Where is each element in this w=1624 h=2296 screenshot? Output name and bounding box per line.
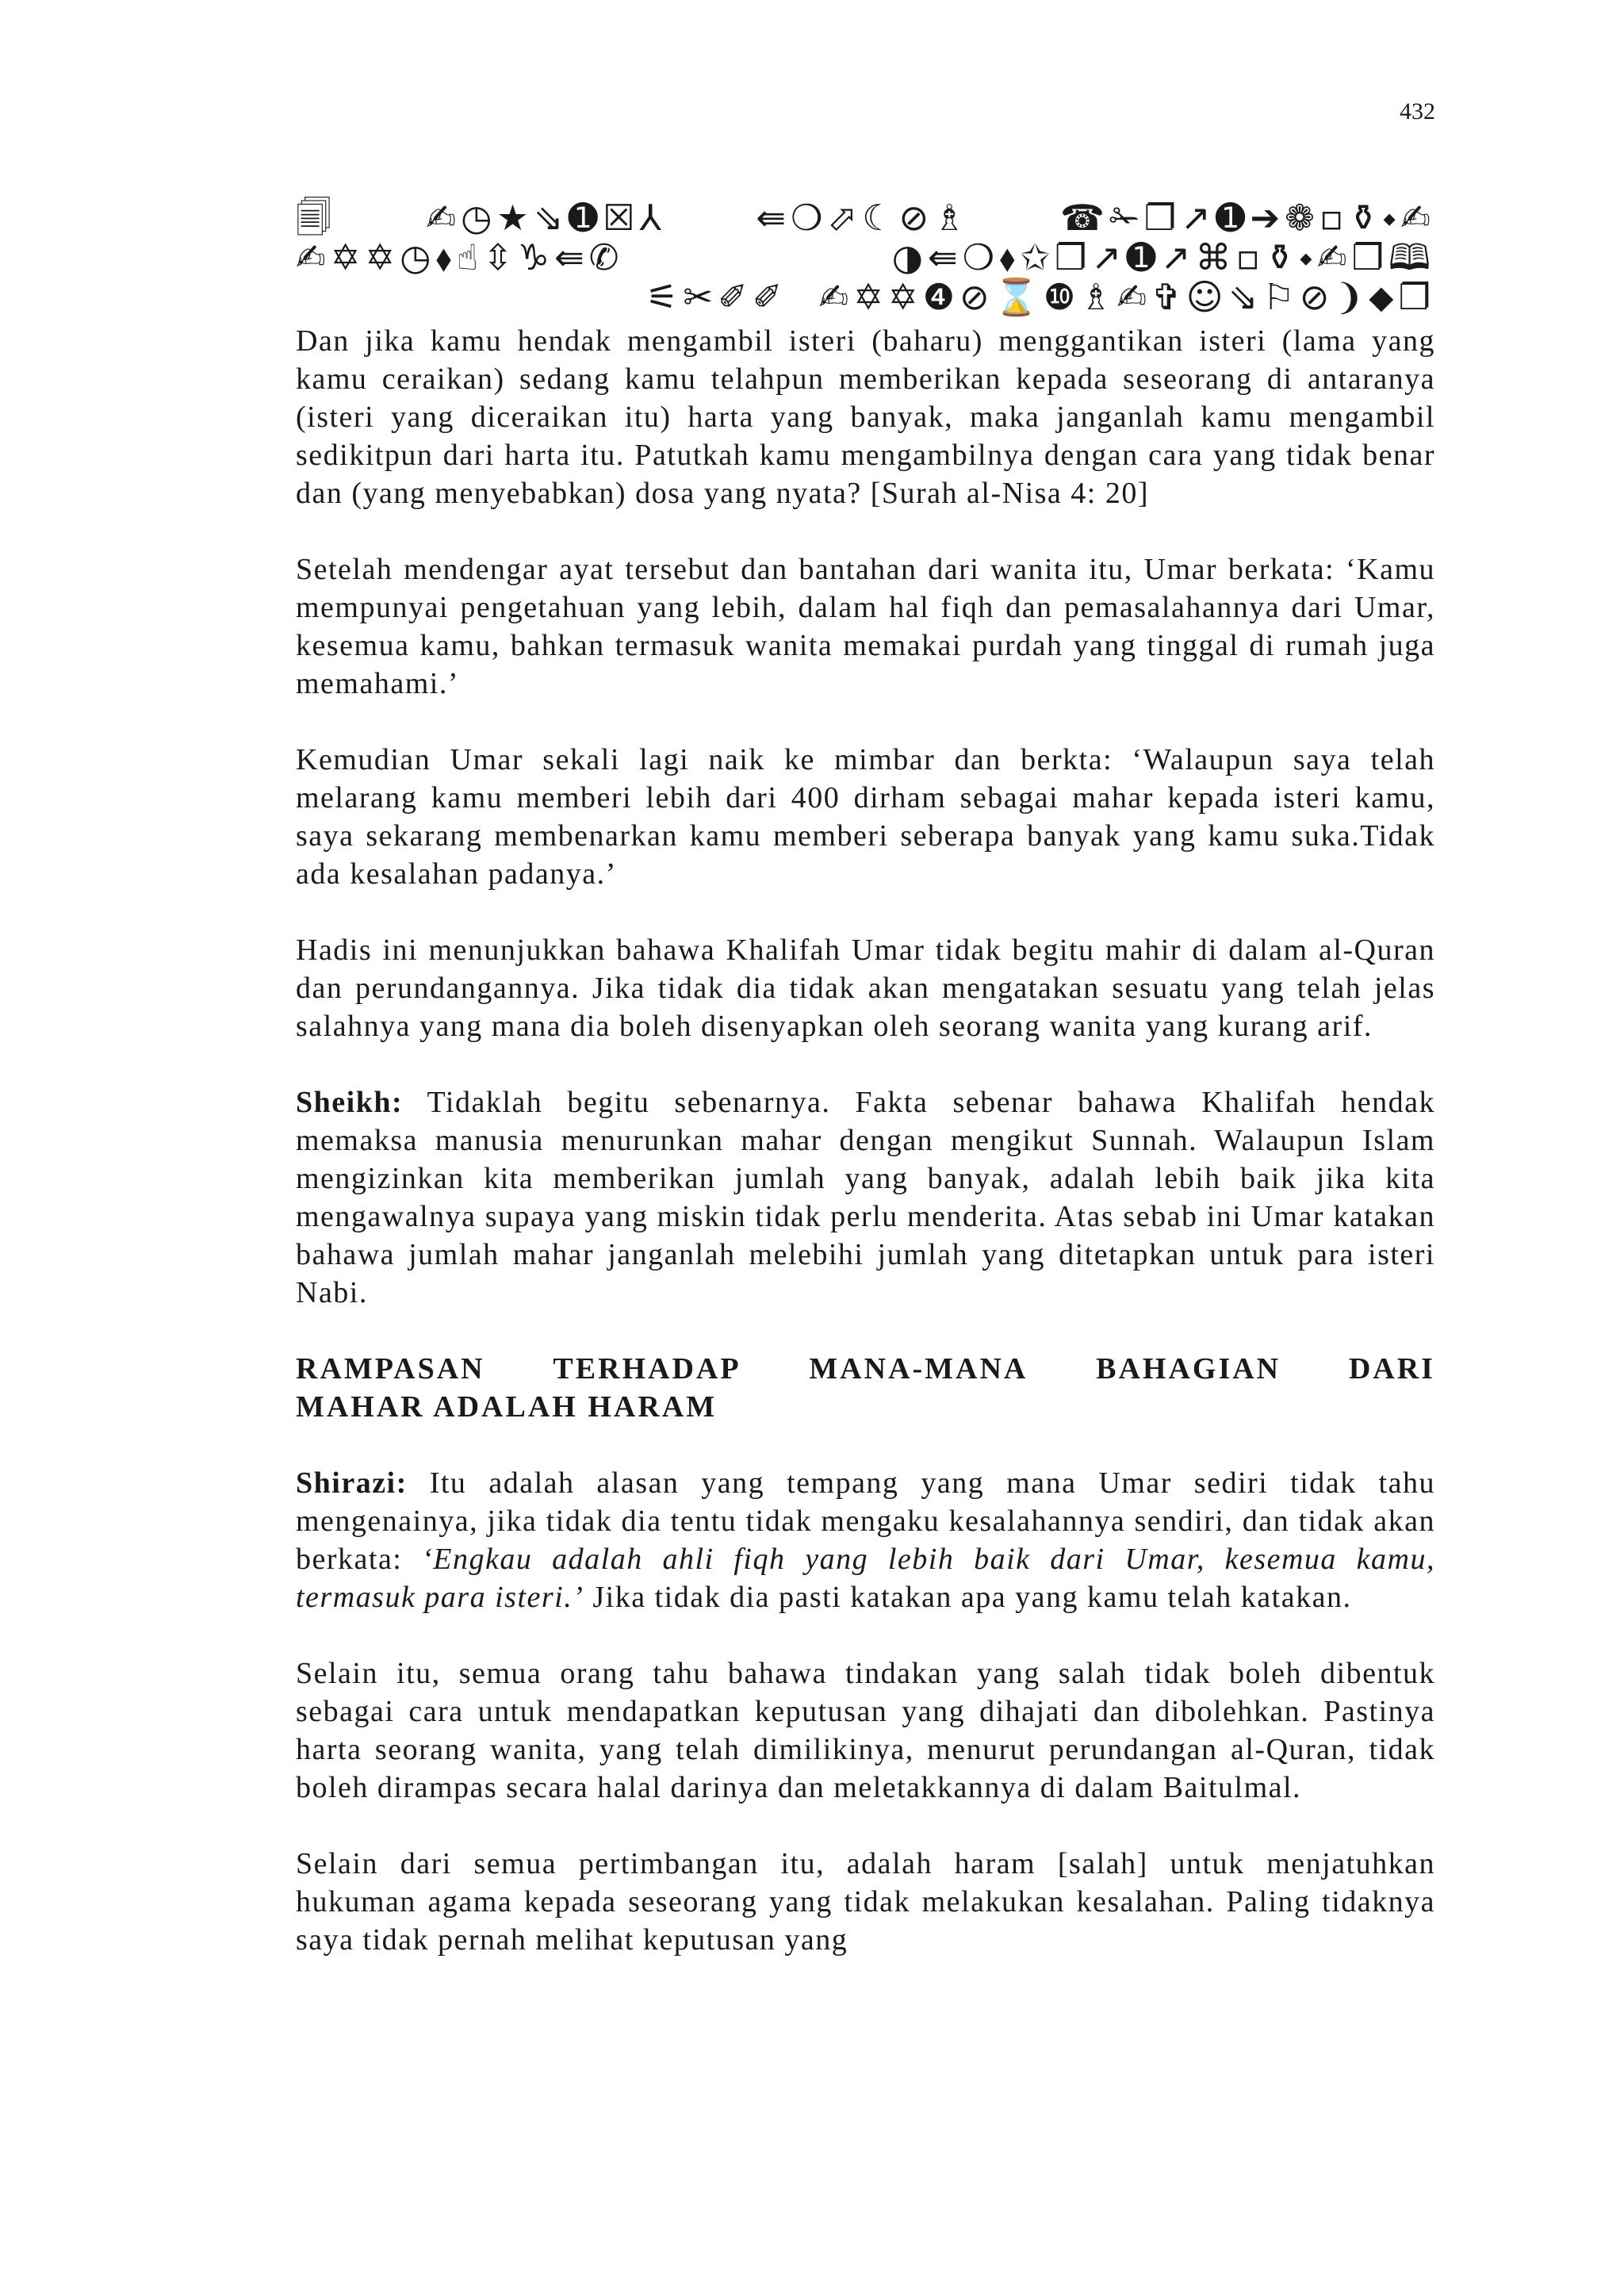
glyph-segment: ☎✁❐↗➊➔❁▫⚱⬩✍ <box>1059 197 1435 240</box>
paragraph-kemudian: Kemudian Umar sekali lagi naik ke mimbar dan berkta: ‘Walaupun saya telah melarang kamu memberi lebih dari 400 dirham sebagai mahar kepada isteri kamu, saya sekarang membenarkan kamu memberi seberapa banyak yang kamu suka.Tidak ada kesalahan padanya.’ <box>296 743 1435 891</box>
heading-line-1 <box>296 1350 1435 1388</box>
glyph-segment: ⇚❍⬀☾⊘♗ <box>756 197 971 240</box>
speaker-text: Tidaklah begitu sebenarnya. Fakta sebenar bahawa Khalifah hendak memaksa manusia menurunkan mahar dengan mengikut Sunnah. Walaupun Islam mengizinkan kita memberikan jumlah yang banyak, adalah lebih baik jika kita mengawalnya supaya yang miskin tidak perlu menderita. Atas sebab ini Umar katakan bahawa jumlah mahar janganlah melebihi jumlah yang ditetapkan untuk para isteri Nabi. <box>296 1086 1435 1309</box>
speaker-label: Sheikh: <box>296 1086 404 1119</box>
quoted-text: ‘Engkau adalah ahli fiqh yang lebih baik dari Umar, kesemua kamu, termasuk para isteri.’ <box>296 1543 1435 1614</box>
glyph-segment: 🗐 <box>296 197 336 240</box>
arabic-verse-font-glyphs <box>296 198 1435 317</box>
heading-word: RAMPASAN <box>296 1352 485 1386</box>
heading-word: TERHADAP <box>553 1352 741 1386</box>
paragraph-hadis: Hadis ini menunjukkan bahawa Khalifah Umar tidak begitu mahir di dalam al-Quran dan perundangannya. Jika tidak dia tidak akan mengatakan sesuatu yang telah jelas salahnya yang mana dia boleh disenyapkan oleh seorang wanita yang kurang arif. <box>296 933 1435 1043</box>
page-content <box>296 198 1435 1997</box>
glyph-line-2 <box>296 238 1435 278</box>
heading-word: BAHAGIAN <box>1096 1352 1281 1386</box>
speaker-text: Itu adalah alasan yang tempang yang mana Umar sediri tidak tahu mengenainya, jika tidak dia tentu tidak mengaku kesalahannya sendiri, dan tidak akan berkata: <box>296 1466 1435 1576</box>
section-heading <box>296 1350 1435 1426</box>
heading-line-2: MAHAR ADALAH HARAM <box>296 1390 718 1424</box>
glyph-segment: ⚟✂✐✐ <box>646 276 787 319</box>
glyph-segment: ✍✡✡◷⬧☝⇳♑⇚✆ <box>296 236 624 279</box>
paragraph-sheikh <box>296 1083 1435 1312</box>
paragraph-selain-itu: Selain itu, semua orang tahu bahawa tindakan yang salah tidak boleh dibentuk sebagai cara untuk mendapatkan keputusan yang dihajati dan dibolehkan. Pastinya harta seorang wanita, yang telah dimilikinya, menurut perundangan al-Quran, tidak boleh dirampas secara halal darinya dan meletakkannya di dalam Baitulmal. <box>296 1657 1435 1804</box>
heading-word: DARI <box>1348 1352 1435 1386</box>
speaker-text-continued: Jika tidak dia pasti katakan apa yang kamu telah katakan. <box>584 1581 1352 1614</box>
glyph-segment: ◑⇚❍⬧✩❐↗➊↗⌘▫⚱⬩✍❐🕮 <box>891 236 1435 279</box>
glyph-line-1 <box>296 198 1435 238</box>
paragraph-shirazi <box>296 1464 1435 1616</box>
paragraph-setelah: Setelah mendengar ayat tersebut dan bantahan dari wanita itu, Umar berkata: ‘Kamu mempunyai pengetahuan yang lebih, dalam hal fiqh dan pemasalahannya dari Umar, kesemua kamu, bahkan termasuk wanita memakai purdah yang tinggal di rumah juga memahami.’ <box>296 553 1435 700</box>
verse-translation: Dan jika kamu hendak mengambil isteri (baharu) menggantikan isteri (lama yang kamu ceraikan) sedang kamu telahpun memberikan kepada seseorang di antaranya (isteri yang diceraikan itu) harta yang banyak, maka janganlah kamu mengambil sedikitpun dari harta itu. Patutkah kamu mengambilnya dengan cara yang tidak benar dan (yang menyebabkan) dosa yang nyata? [Surah al-Nisa 4: 20] <box>296 324 1435 510</box>
speaker-label: Shirazi: <box>296 1466 408 1500</box>
glyph-segment: ✍◷★⇘➊☒⅄ <box>426 197 666 240</box>
glyph-line-3 <box>296 278 1435 317</box>
paragraph-selain-dari: Selain dari semua pertimbangan itu, adalah haram [salah] untuk menjatuhkan hukuman agama kepada seseorang yang tidak melakukan kesalahan. Paling tidaknya saya tidak pernah melihat keputusan yang <box>296 1847 1435 1957</box>
heading-word: MANA-MANA <box>809 1352 1028 1386</box>
glyph-segment: ✍✡✡❹⊘⌛❿♗✍✞☺⇘⚐⊘❩⬥❐ <box>818 276 1435 319</box>
page-number: 432 <box>1400 98 1435 125</box>
